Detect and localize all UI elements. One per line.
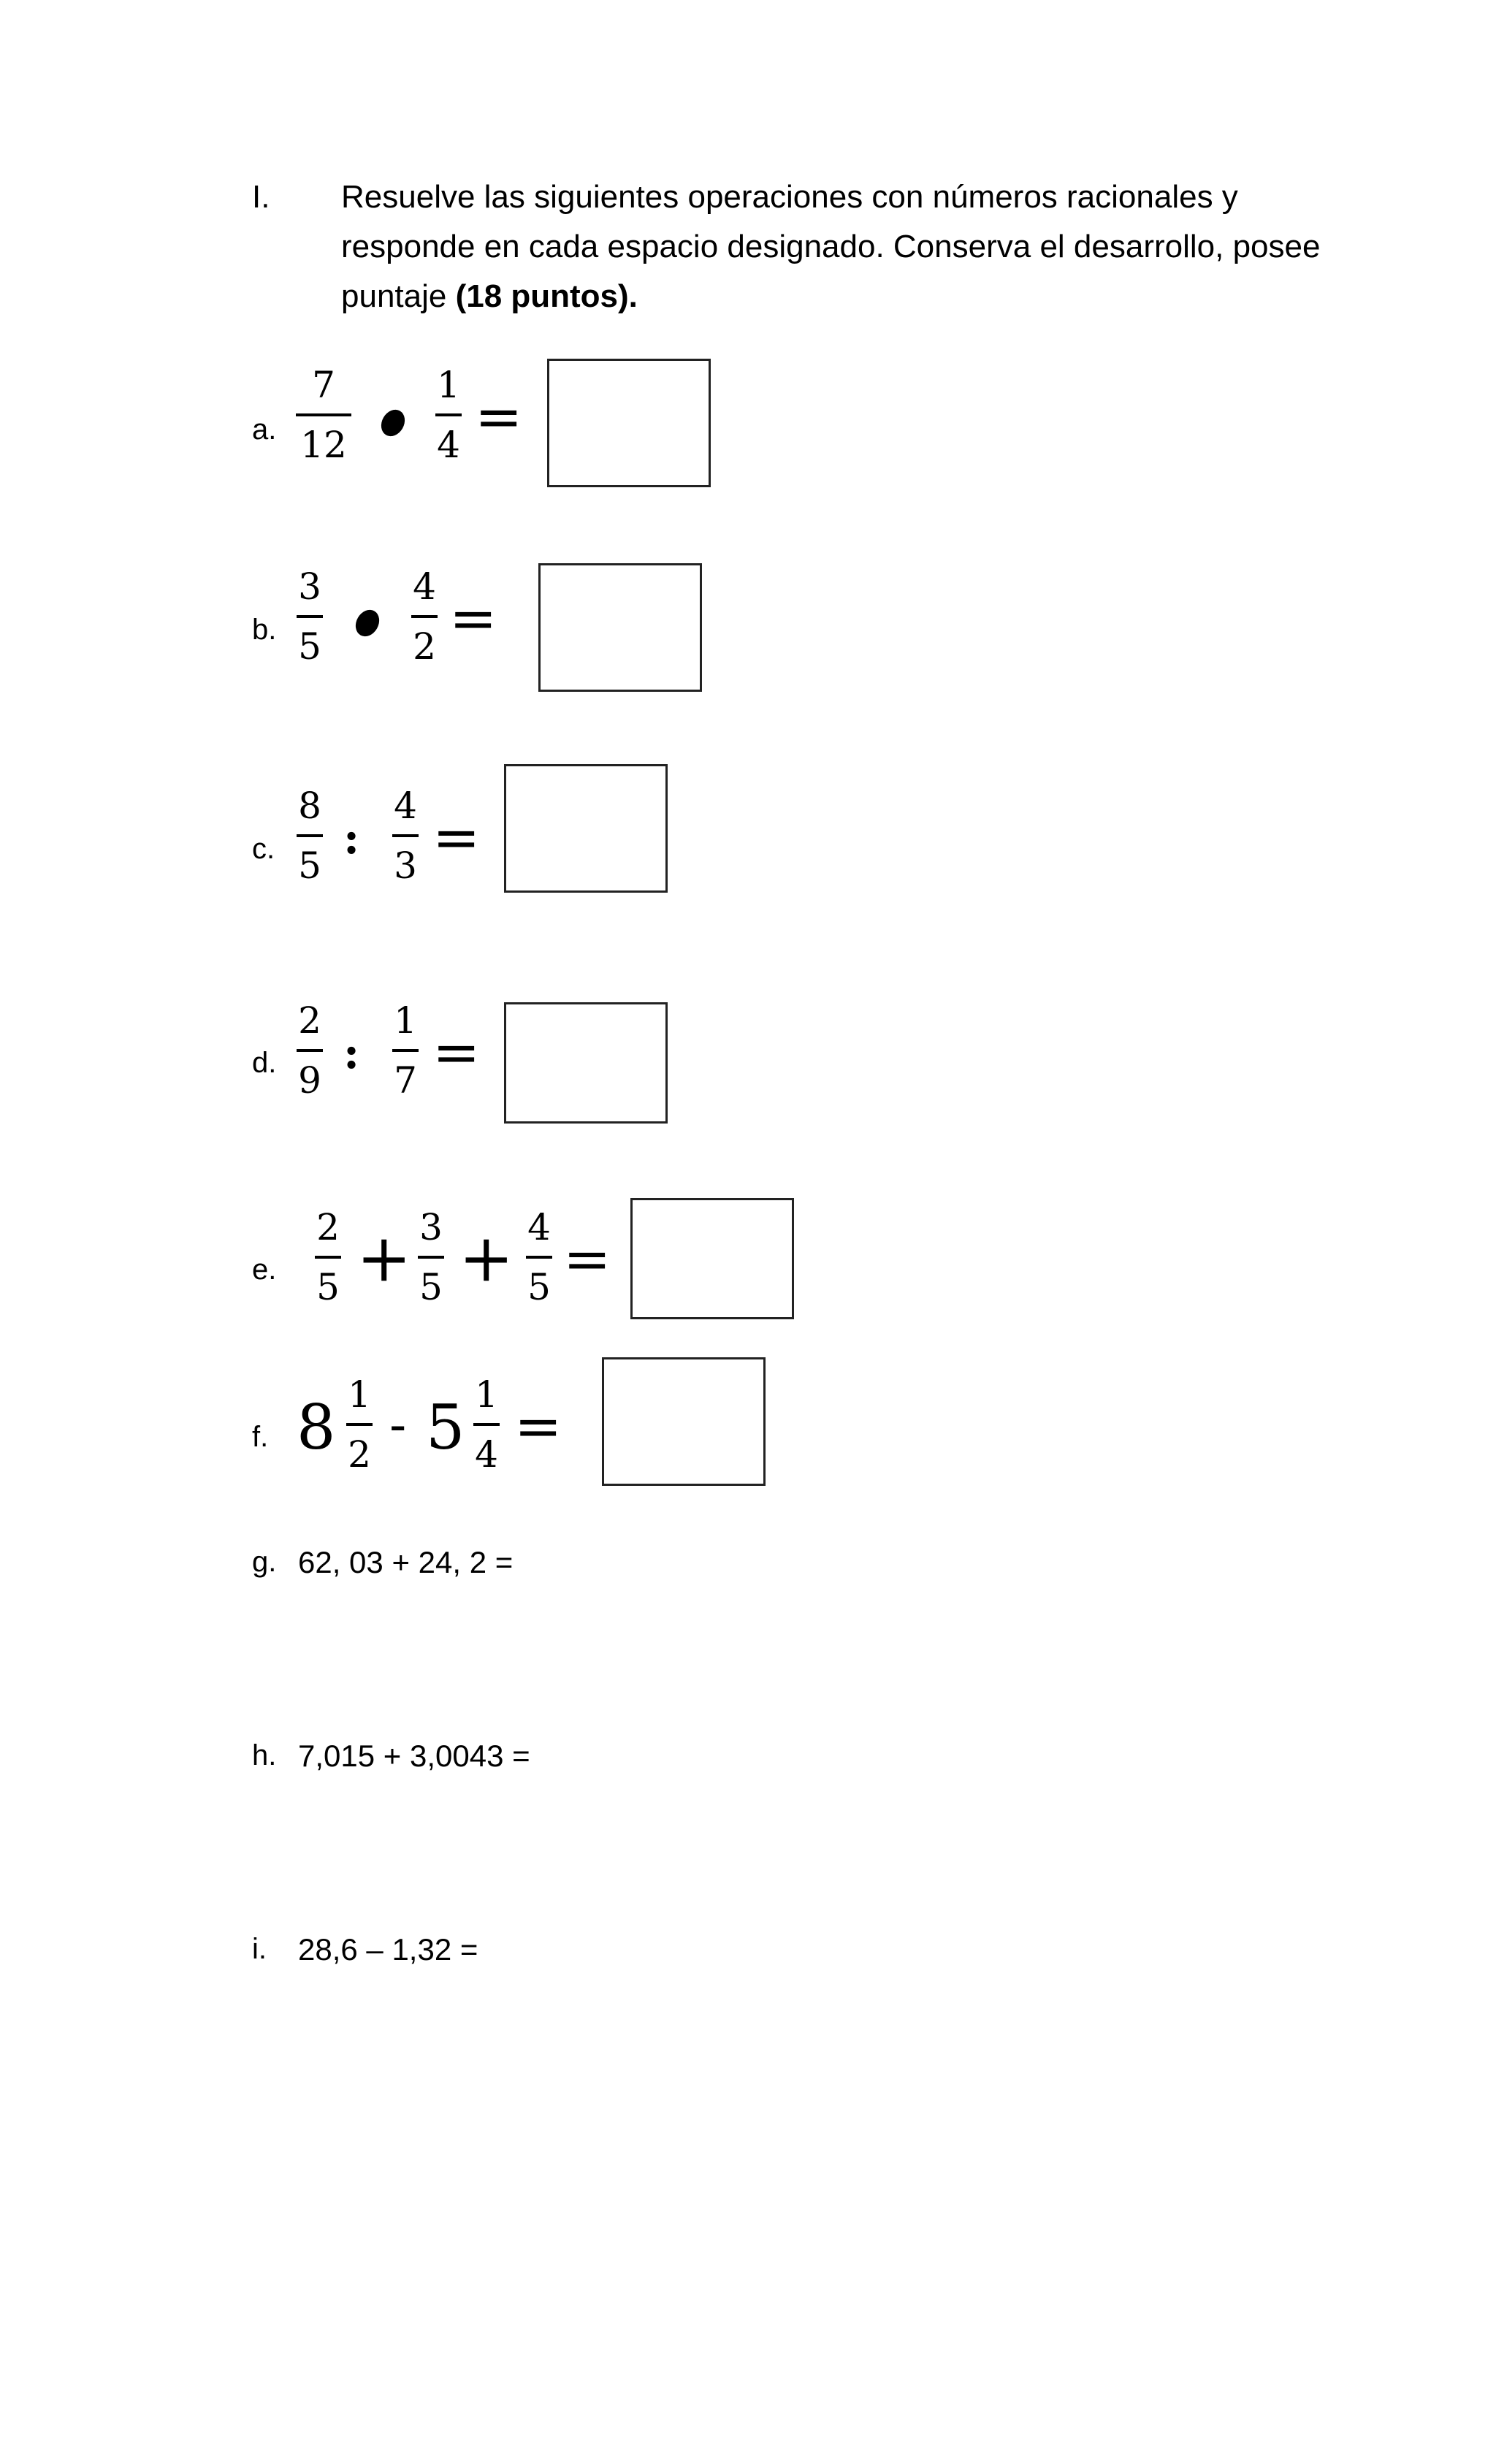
item-d-label: d. (252, 1047, 277, 1079)
denominator: 12 (300, 424, 347, 466)
item-h-label: h. (252, 1739, 277, 1771)
instructions (341, 172, 1335, 321)
item-b-fraction-1 (297, 565, 323, 668)
item-a-label: a. (252, 413, 277, 446)
denominator: 4 (437, 424, 460, 466)
denominator: 2 (413, 625, 436, 668)
numerator: 3 (419, 1206, 443, 1248)
denominator: 2 (348, 1433, 371, 1476)
numerator: 1 (394, 999, 417, 1042)
denominator: 5 (527, 1266, 551, 1308)
answer-box-e[interactable] (630, 1198, 794, 1319)
divide-sign: : (343, 813, 360, 864)
item-f-fraction-2 (473, 1373, 500, 1476)
equals-sign: = (514, 1394, 562, 1460)
answer-box-c[interactable] (504, 764, 668, 893)
whole-number: 5 (426, 1392, 465, 1463)
numerator: 7 (312, 364, 335, 406)
multiply-dot-icon (377, 405, 410, 440)
item-e-fraction-1 (315, 1206, 341, 1308)
whole-number: 8 (297, 1392, 336, 1463)
minus-sign: - (389, 1396, 407, 1453)
numerator: 1 (437, 364, 460, 406)
numerator: 8 (298, 785, 321, 827)
item-c-fraction-1 (297, 785, 323, 887)
item-e-fraction-2 (418, 1206, 444, 1308)
item-d-fraction-2 (392, 999, 419, 1102)
denominator: 5 (298, 844, 321, 887)
numerator: 1 (475, 1373, 498, 1416)
equals-sign: = (449, 586, 497, 652)
instructions-points: (18 puntos). (455, 278, 638, 314)
answer-box-f[interactable] (602, 1357, 766, 1486)
item-i-label: i. (252, 1933, 267, 1965)
equals-sign: = (432, 805, 481, 871)
numerator: 2 (316, 1206, 340, 1248)
instructions-text: Resuelve las siguientes operaciones con números racionales y responde en cada espacio designado. Conserva el desarrollo, posee puntaje (341, 179, 1321, 314)
equals-sign: = (475, 384, 523, 450)
item-a-fraction-2 (435, 364, 462, 466)
item-f-fraction-1 (346, 1373, 373, 1476)
denominator: 5 (419, 1266, 443, 1308)
numerator: 2 (298, 999, 321, 1042)
denominator: 4 (475, 1433, 498, 1476)
plus-sign: + (356, 1220, 412, 1297)
item-f-label: f. (252, 1421, 269, 1453)
item-g-label: g. (252, 1546, 277, 1578)
section-numeral: I. (252, 179, 270, 215)
equals-sign: = (432, 1020, 481, 1086)
multiply-dot-icon (351, 606, 384, 641)
item-h-expression: 7,015 + 3,0043 = (298, 1739, 530, 1773)
item-c-fraction-2 (392, 785, 419, 887)
item-c-label: c. (252, 833, 275, 865)
denominator: 3 (394, 844, 417, 887)
plus-sign: + (459, 1220, 514, 1297)
denominator: 7 (394, 1059, 417, 1102)
answer-box-b[interactable] (538, 563, 702, 692)
answer-box-d[interactable] (504, 1002, 668, 1124)
item-e-fraction-3 (526, 1206, 552, 1308)
item-d-fraction-1 (297, 999, 323, 1102)
numerator: 4 (527, 1206, 551, 1248)
item-a-fraction-1 (296, 364, 351, 466)
item-e-label: e. (252, 1254, 277, 1286)
equals-sign: = (563, 1227, 611, 1292)
item-g-expression: 62, 03 + 24, 2 = (298, 1545, 514, 1579)
divide-sign: : (343, 1028, 360, 1079)
numerator: 3 (298, 565, 321, 608)
denominator: 5 (316, 1266, 340, 1308)
denominator: 5 (298, 625, 321, 668)
item-b-label: b. (252, 614, 277, 646)
numerator: 1 (348, 1373, 371, 1416)
numerator: 4 (413, 565, 436, 608)
denominator: 9 (298, 1059, 321, 1102)
answer-box-a[interactable] (547, 359, 711, 487)
item-b-fraction-2 (411, 565, 438, 668)
numerator: 4 (394, 785, 417, 827)
item-i-expression: 28,6 – 1,32 = (298, 1932, 478, 1967)
